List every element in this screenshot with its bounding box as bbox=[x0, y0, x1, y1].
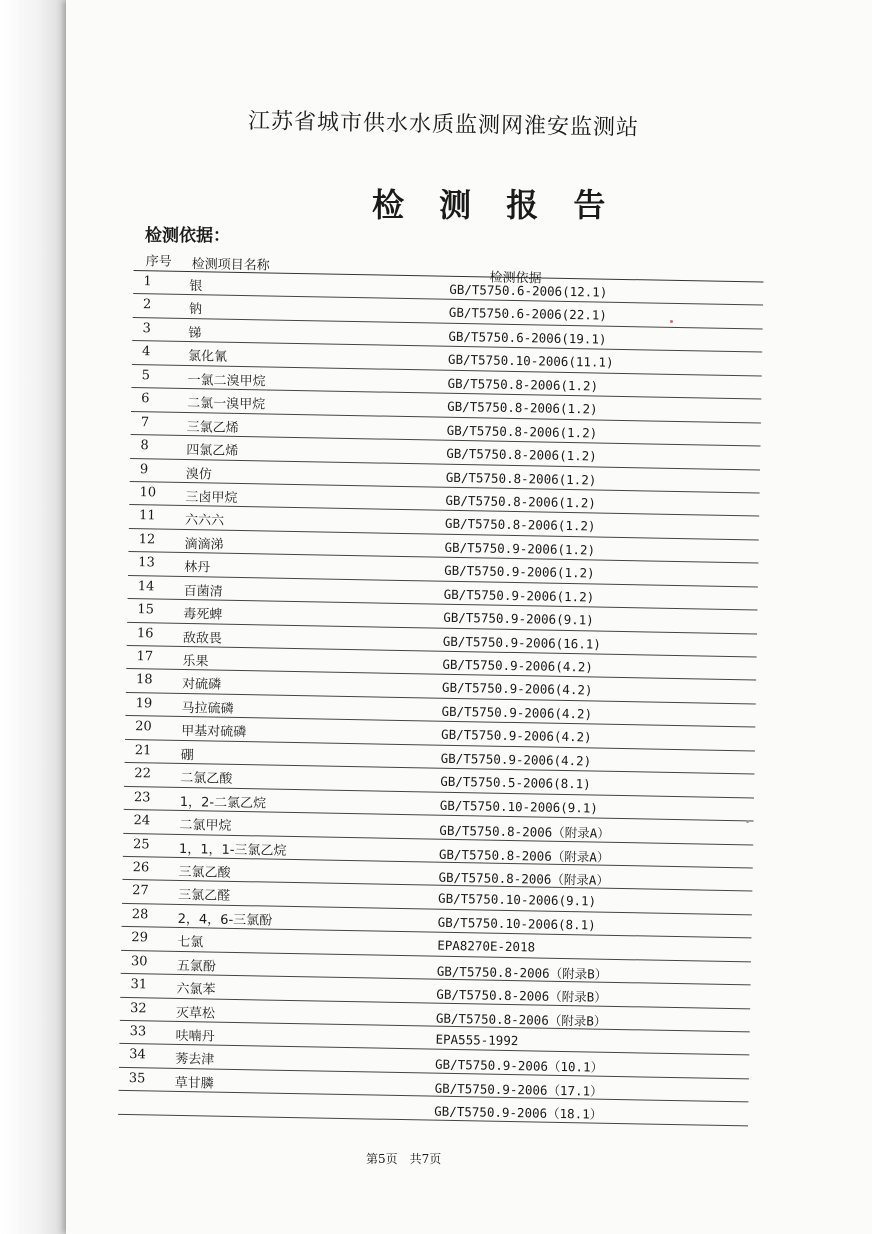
cell-no: 8 bbox=[140, 438, 149, 454]
cell-name: 二氯甲烷 bbox=[179, 817, 232, 834]
cell-basis: GB/T5750.6-2006(22.1) bbox=[448, 305, 608, 324]
cell-no: 6 bbox=[141, 391, 150, 407]
cell-basis: GB/T5750.10-2006(9.1) bbox=[439, 797, 599, 816]
cell-no: 14 bbox=[137, 578, 155, 595]
cell-no: 35 bbox=[128, 1070, 146, 1087]
cell-name: 三卤甲烷 bbox=[185, 489, 238, 506]
cell-no: 11 bbox=[138, 508, 156, 524]
cell-name: 五氯酚 bbox=[176, 958, 216, 975]
cell-basis: GB/T5750.6-2006(12.1) bbox=[449, 281, 608, 300]
cell-name: 一氯二溴甲烷 bbox=[187, 372, 266, 390]
cell-name: 林丹 bbox=[184, 560, 211, 576]
cell-no: 7 bbox=[140, 414, 150, 430]
cell-no: 22 bbox=[134, 766, 152, 782]
cell-basis: GB/T5750.9-2006（10.1） bbox=[434, 1057, 604, 1076]
cell-basis: GB/T5750.8-2006(1.2) bbox=[447, 375, 599, 394]
cell-basis: GB/T5750.9-2006（18.1） bbox=[434, 1103, 603, 1123]
cell-name: 草甘膦 bbox=[174, 1075, 214, 1092]
cell-no: 23 bbox=[133, 789, 151, 806]
cell-basis: GB/T5750.8-2006（附录A） bbox=[438, 869, 610, 888]
cell-no: 9 bbox=[139, 461, 149, 477]
page-edge-shadow bbox=[0, 0, 66, 1234]
cell-basis: GB/T5750.9-2006(4.2) bbox=[442, 656, 594, 675]
cell-basis: GB/T5750.9-2006(1.2) bbox=[444, 562, 595, 581]
cell-basis: GB/T5750.8-2006（附录A） bbox=[439, 822, 610, 841]
cell-no: 30 bbox=[130, 953, 148, 970]
cell-name: 六氯苯 bbox=[176, 982, 216, 998]
cell-no: 17 bbox=[136, 649, 154, 665]
cell-name: 锑 bbox=[188, 325, 202, 342]
cell-no: 18 bbox=[135, 672, 153, 688]
cell-no: 24 bbox=[133, 813, 151, 829]
cell-name: 呋喃丹 bbox=[175, 1028, 215, 1045]
cell-basis: EPA555-1992 bbox=[435, 1031, 519, 1049]
cell-no: 31 bbox=[130, 977, 148, 993]
cell-name: 溴仿 bbox=[185, 466, 213, 482]
cell-basis: GB/T5750.8-2006(1.2) bbox=[445, 492, 597, 511]
cell-name: 毒死蜱 bbox=[183, 607, 223, 623]
cell-no: 3 bbox=[142, 321, 151, 337]
cell-name: 三氯乙醛 bbox=[177, 888, 231, 905]
cell-name: 莠去津 bbox=[174, 1052, 215, 1069]
cell-name: 三氯乙酸 bbox=[178, 864, 231, 881]
column-header-name: 检测项目名称 bbox=[191, 257, 270, 274]
cell-basis: GB/T5750.8-2006（附录B） bbox=[435, 1010, 607, 1029]
cell-name: 二氯乙酸 bbox=[180, 771, 233, 788]
cell-no: 27 bbox=[132, 883, 149, 899]
basis-label: 检测依据： bbox=[145, 226, 230, 246]
cell-name: 乐果 bbox=[182, 653, 209, 670]
column-header-basis: 检测依据 bbox=[489, 270, 542, 287]
cell-name: 2，4，6-三氯酚 bbox=[177, 911, 273, 929]
cell-name: 二氯一溴甲烷 bbox=[187, 396, 266, 413]
cell-basis: GB/T5750.8-2006(1.2) bbox=[446, 422, 598, 441]
cell-no: 19 bbox=[135, 695, 153, 712]
cell-no: 2 bbox=[142, 297, 152, 313]
cell-no: 28 bbox=[131, 906, 149, 923]
cell-name: 硼 bbox=[180, 747, 194, 763]
cell-name: 1，2-二氯乙烷 bbox=[179, 794, 267, 812]
cell-basis: GB/T5750.8-2006(1.2) bbox=[447, 398, 598, 417]
cell-name: 甲基对硫磷 bbox=[181, 724, 247, 741]
cell-basis: GB/T5750.9-2006(4.2) bbox=[440, 750, 592, 769]
cell-basis: GB/T5750.9-2006(1.2) bbox=[444, 539, 596, 558]
cell-basis: GB/T5750.6-2006(19.1) bbox=[448, 328, 607, 347]
cell-name bbox=[174, 1095, 424, 1100]
cell-no: 4 bbox=[141, 344, 151, 360]
basis-table bbox=[118, 248, 764, 1126]
cell-name: 马拉硫磷 bbox=[181, 700, 234, 717]
cell-basis: EPA8270E-2018 bbox=[437, 937, 536, 955]
cell-no: 25 bbox=[132, 836, 150, 852]
cell-basis: GB/T5750.8-2006（附录B） bbox=[436, 963, 608, 982]
column-header-no: 序号 bbox=[145, 254, 172, 270]
cell-name: 1，1，1-三氯乙烷 bbox=[178, 841, 287, 859]
cell-no: 29 bbox=[131, 930, 149, 946]
cell-no: 13 bbox=[138, 555, 155, 571]
cell-no: 32 bbox=[129, 1000, 147, 1016]
cell-basis: GB/T5750.10-2006(11.1) bbox=[447, 352, 614, 371]
cell-no: 33 bbox=[129, 1024, 147, 1040]
cell-basis: GB/T5750.8-2006(1.2) bbox=[444, 516, 596, 534]
cell-name: 敌敌畏 bbox=[182, 630, 223, 647]
cell-name: 对硫磷 bbox=[181, 677, 222, 694]
report-title: 检 测 报 告 bbox=[372, 186, 618, 224]
cell-name: 百菌清 bbox=[183, 583, 223, 600]
cell-no: 21 bbox=[134, 742, 152, 759]
cell-basis: GB/T5750.8-2006(1.2) bbox=[446, 445, 597, 464]
cell-name: 钠 bbox=[188, 302, 203, 318]
cell-basis: GB/T5750.9-2006(4.2) bbox=[441, 703, 593, 722]
cell-basis: GB/T5750.9-2006(16.1) bbox=[442, 633, 602, 652]
cell-basis: GB/T5750.9-2006(9.1) bbox=[443, 609, 594, 628]
cell-no: 20 bbox=[135, 719, 152, 735]
cell-basis: GB/T5750.9-2006（17.1） bbox=[434, 1080, 603, 1099]
cell-basis: GB/T5750.5-2006(8.1) bbox=[440, 773, 591, 792]
cell-name: 银 bbox=[189, 279, 203, 295]
cell-no: 34 bbox=[129, 1047, 146, 1063]
cell-no: 12 bbox=[138, 531, 156, 548]
cell-basis: GB/T5750.8-2006（附录B） bbox=[436, 986, 607, 1005]
cell-name: 灭草松 bbox=[175, 1005, 216, 1022]
cell-name: 氯化氰 bbox=[187, 349, 228, 366]
cell-basis: GB/T5750.9-2006(4.2) bbox=[440, 727, 592, 745]
cell-name: 滴滴涕 bbox=[184, 536, 224, 553]
cell-basis: GB/T5750.10-2006(8.1) bbox=[437, 914, 596, 933]
cell-basis: GB/T5750.9-2006(1.2) bbox=[443, 586, 595, 605]
cell-basis: GB/T5750.10-2006(9.1) bbox=[437, 891, 597, 909]
cell-no: 26 bbox=[132, 860, 150, 876]
cell-no: 5 bbox=[141, 367, 151, 384]
cell-name: 七氯 bbox=[177, 935, 204, 951]
scan-speck bbox=[746, 820, 749, 823]
cell-name: 六六六 bbox=[184, 513, 225, 530]
cell-no: 10 bbox=[139, 485, 157, 501]
scan-speck bbox=[670, 320, 673, 323]
table-body bbox=[118, 271, 763, 1126]
organization-title: 江苏省城市供水水质监测网淮安监测站 bbox=[247, 108, 640, 141]
cell-name: 三氯乙烯 bbox=[186, 419, 239, 436]
cell-basis: GB/T5750.8-2006(1.2) bbox=[445, 469, 597, 488]
cell-name: 四氯乙烯 bbox=[186, 443, 239, 460]
cell-basis: GB/T5750.9-2006(4.2) bbox=[441, 680, 593, 698]
cell-no: 16 bbox=[136, 625, 154, 641]
cell-no: 1 bbox=[143, 274, 152, 290]
cell-no: 15 bbox=[137, 602, 155, 618]
cell-no bbox=[128, 1094, 158, 1095]
page-number: 第5页 共7页 bbox=[366, 1152, 442, 1166]
cell-basis: GB/T5750.8-2006（附录A） bbox=[438, 846, 610, 865]
